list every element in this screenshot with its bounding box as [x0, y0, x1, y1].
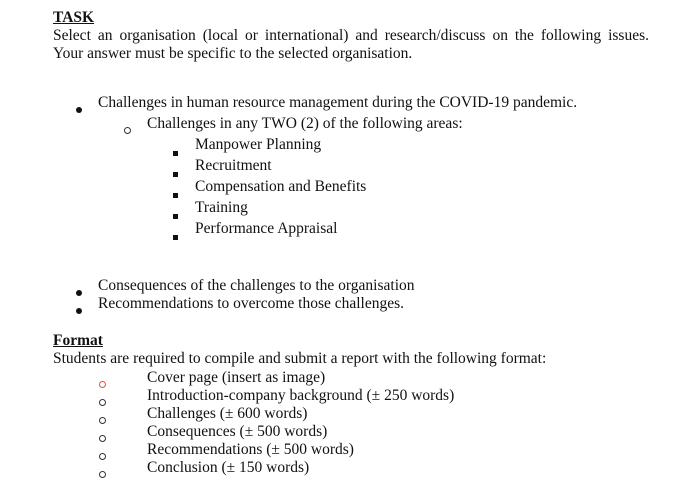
- format-item: Consequences (± 500 words): [147, 423, 328, 440]
- format-item: Challenges (± 600 words): [147, 405, 308, 422]
- task-intro-line-1: Select an organisation (local or international) and research/discuss on the following issues.: [53, 27, 649, 44]
- square-bullet-icon: [173, 143, 178, 161]
- bullet-dot-icon: [76, 283, 82, 301]
- issue-item-2: Consequences of the challenges to the organisation: [98, 277, 415, 294]
- square-bullet-icon: [173, 206, 178, 224]
- format-marker-circle-icon: [99, 429, 106, 447]
- format-heading: Format: [53, 332, 103, 349]
- issue-sub-item-1: Challenges in any TWO (2) of the following areas:: [147, 115, 463, 132]
- format-intro: Students are required to compile and submit a report with the following format:: [53, 350, 547, 367]
- area-item: Performance Appraisal: [195, 220, 338, 237]
- square-bullet-icon: [173, 227, 178, 245]
- format-item: Introduction-company background (± 250 words): [147, 387, 455, 404]
- format-marker-circle-icon: [99, 447, 106, 465]
- task-intro-line-2: Your answer must be specific to the selected organisation.: [53, 45, 413, 62]
- area-item: Compensation and Benefits: [195, 178, 367, 195]
- format-item: Cover page (insert as image): [147, 369, 326, 386]
- area-item: Training: [195, 199, 248, 216]
- format-item: Conclusion (± 150 words): [147, 459, 310, 476]
- format-marker-circle-icon: [99, 411, 106, 429]
- format-marker-circle-icon: [99, 375, 106, 393]
- task-heading: TASK: [53, 9, 95, 26]
- area-item: Recruitment: [195, 157, 272, 174]
- format-marker-circle-icon: [99, 393, 106, 411]
- format-marker-circle-icon: [99, 465, 106, 483]
- square-bullet-icon: [173, 164, 178, 182]
- issue-item-3: Recommendations to overcome those challenges.: [98, 295, 405, 312]
- issue-item-1: Challenges in human resource management during the COVID-19 pandemic.: [98, 94, 578, 111]
- format-item: Recommendations (± 500 words): [147, 441, 354, 458]
- bullet-dot-icon: [76, 301, 82, 319]
- area-item: Manpower Planning: [195, 136, 322, 153]
- bullet-dot-icon: [76, 100, 82, 118]
- sub-bullet-circle-icon: [124, 121, 131, 139]
- square-bullet-icon: [173, 185, 178, 203]
